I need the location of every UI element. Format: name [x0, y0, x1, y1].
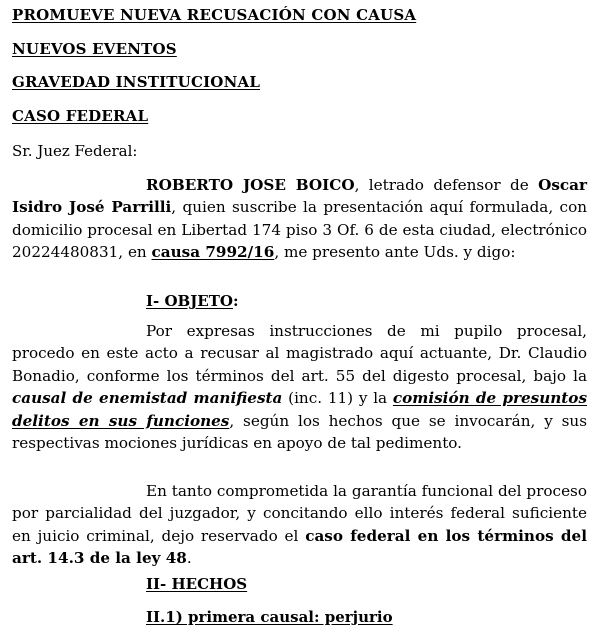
objeto-paragraph-1 — [12, 320, 587, 454]
intro-text-1: , letrado defensor de — [354, 176, 539, 194]
heading-nuevos-eventos: NUEVOS EVENTOS — [12, 40, 177, 58]
heading-recusacion: PROMUEVE NUEVA RECUSACIÓN CON CAUSA — [12, 6, 417, 24]
case-number: causa 7992/16 — [151, 243, 275, 262]
heading-gravedad: GRAVEDAD INSTITUCIONAL — [12, 73, 261, 91]
intro-text-3: , me presento ante Uds. y digo: — [274, 243, 516, 262]
client-name: Oscar Isidro José Parrilli — [12, 176, 587, 217]
subsection-perjurio-title: II.1) primera causal: perjurio — [146, 608, 393, 626]
heading-caso-federal: CASO FEDERAL — [12, 107, 149, 125]
objeto2-text-2: . — [186, 549, 192, 568]
causal-enemistad: causal de enemistad manifiesta — [12, 389, 283, 408]
caso-federal-reserve: caso federal en los términos del art. 14.3 de la ley 48 — [12, 526, 587, 568]
salutation: Sr. Juez Federal: — [12, 142, 138, 160]
section-objeto-title: I- OBJETO: — [146, 292, 239, 310]
intro-text-2: , quien suscribe la presentación aquí formulada, con domicilio procesal en Libertad 174 piso 3 Of. 6 de esta ciudad, electrónico 20224480831, en — [12, 198, 587, 262]
intro-paragraph — [12, 174, 587, 264]
objeto-text-2: (inc. 11) y la — [282, 389, 393, 408]
objeto2-text-1: En tanto comprometida la garantía funcional del proceso por parcialidad del juzgador, y concitando ello interés federal suficiente en juicio criminal, dejo reservado el — [12, 482, 587, 545]
section-hechos-title: II- HECHOS — [146, 575, 248, 593]
comision-delitos: comisión de presuntos delitos en sus funciones — [12, 389, 587, 430]
objeto-text-3: , según los hechos que se invocarán, y sus respectivas mociones jurídicas en apoyo de tal pedimento. — [12, 411, 588, 453]
objeto-text-1: Por expresas instrucciones de mi pupilo procesal, procedo en este acto a recusar al magistrado aquí actuante, Dr. Claudio Bonadio, conforme los términos del art. 55 del digesto procesal, bajo la — [12, 322, 587, 385]
author-name: ROBERTO JOSE BOICO — [146, 176, 355, 194]
objeto-paragraph-2 — [12, 480, 587, 570]
